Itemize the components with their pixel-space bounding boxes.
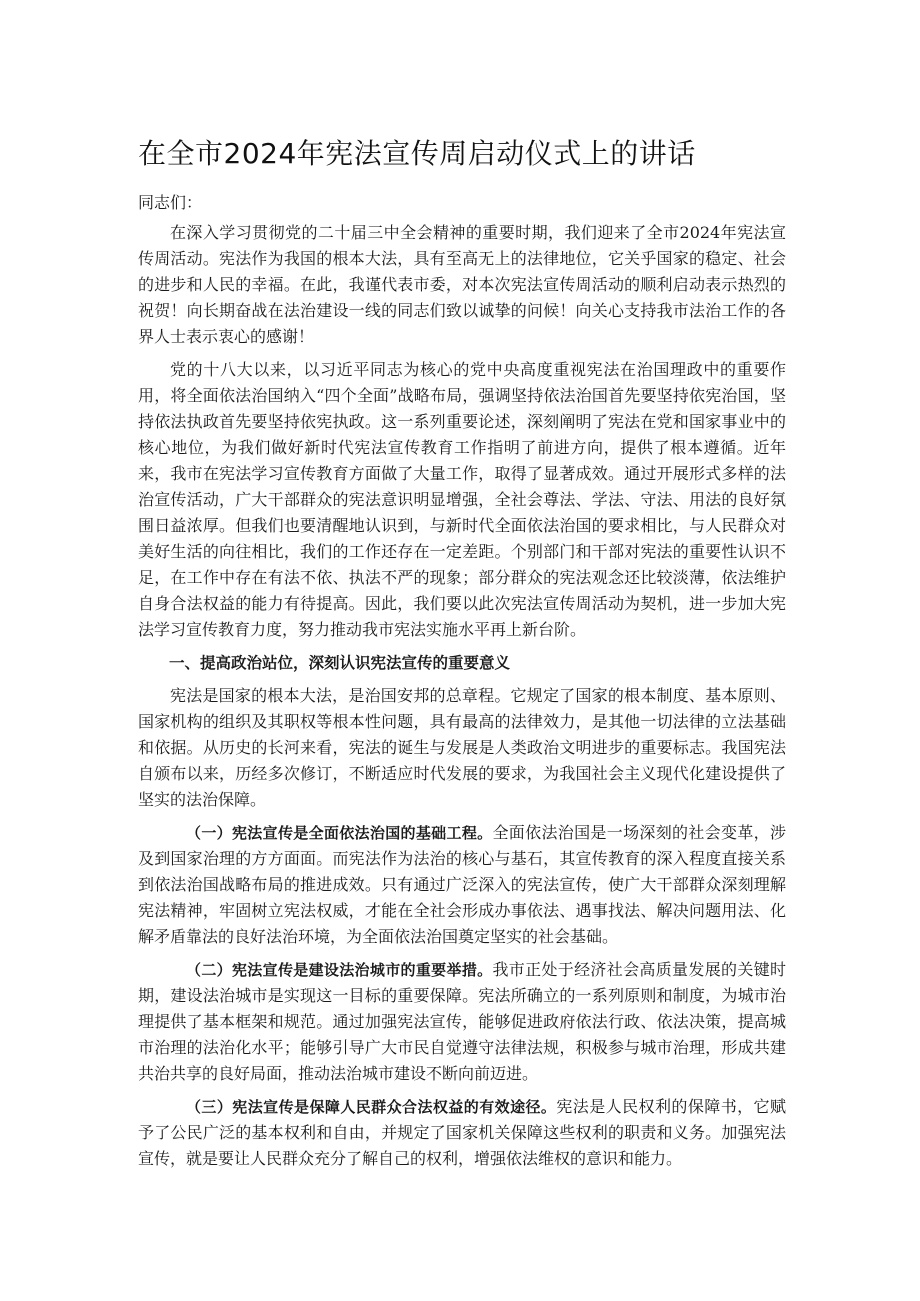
subsection-body-1: 全面依法治国是一场深刻的社会变革，涉及到国家治理的方方面面。而宪法作为法治的核心与基石，其宣传教育的深入程度直接关系到依法治国战略布局的推进成效。只有通过广泛深入的宪法宣传，使广大干部群众深刻理解宪法精神，牢固树立宪法权威，才能在全社会形成办事依法、遇事找法、解决问题用法、化解矛盾靠法的良好法治环境，为全面依法治国奠定坚实的社会基础。	[138, 823, 786, 946]
subsection-body-2: 我市正处于经济社会高质量发展的关键时期，建设法治城市是实现这一目标的重要保障。宪法所确立的一系列原则和制度，为城市治理提供了基本框架和规范。通过加强宪法宣传，能够促进政府依法行政、依法决策，提高城市治理的法治化水平；能够引导广大市民自觉遵守法律法规，积极参与城市治理，形成共建共治共享的良好局面，推动法治城市建设不断向前迈进。	[138, 960, 786, 1083]
subsection-item-2	[138, 957, 786, 1087]
document-page	[138, 134, 786, 1179]
subsection-lead-1: （一）宪法宣传是全面依法治国的基础工程。	[186, 824, 493, 842]
intro-paragraph-2: 党的十八大以来，以习近平同志为核心的党中央高度重视宪法在治国理政中的重要作用，将全面依法治国纳入“四个全面”战略布局，强调坚持依法治国首先要坚持依宪治国，坚持依法执政首先要坚持依宪执政。这一系列重要论述，深刻阐明了宪法在党和国家事业中的核心地位，为我们做好新时代宪法宣传教育工作指明了前进方向，提供了根本遵循。近年来，我市在宪法学习宣传教育方面做了大量工作，取得了显著成效。通过开展形式多样的法治宣传活动，广大干部群众的宪法意识明显增强，全社会尊法、学法、守法、用法的良好氛围日益浓厚。但我们也要清醒地认识到，与新时代全面依法治国的要求相比，与人民群众对美好生活的向往相比，我们的工作还存在一定差距。个别部门和干部对宪法的重要性认识不足，在工作中存在有法不依、执法不严的现象；部分群众的宪法观念还比较淡薄，依法维护自身合法权益的能力有待提高。因此，我们要以此次宪法宣传周活动为契机，进一步加大宪法学习宣传教育力度，努力推动我市宪法实施水平再上新台阶。	[138, 360, 786, 639]
subsection-lead-2: （二）宪法宣传是建设法治城市的重要举措。	[186, 961, 493, 979]
document-title: 在全市2024年宪法宣传周启动仪式上的讲话	[138, 137, 696, 170]
section-paragraph-1: 宪法是国家的根本大法，是治国安邦的总章程。它规定了国家的根本制度、基本原则、国家机构的组织及其职权等根本性问题，具有最高的法律效力，是其他一切法律的立法基础和依据。从历史的长河来看，宪法的诞生与发展是人类政治文明进步的重要标志。我国宪法自颁布以来，历经多次修订，不断适应时代发展的要求，为我国社会主义现代化建设提供了坚实的法治保障。	[138, 686, 786, 809]
subsection-lead-3: （三）宪法宣传是保障人民群众合法权益的有效途径。	[186, 1098, 557, 1116]
salutation: 同志们：	[138, 193, 203, 212]
subsection-item-1	[138, 820, 786, 950]
subsection-item-3	[138, 1094, 786, 1172]
subsection-body-3: 宪法是人民权利的保障书，它赋予了公民广泛的基本权利和自由，并规定了国家机关保障这些权利的职责和义务。加强宪法宣传，就是要让人民群众充分了解自己的权利，增强依法维权的意识和能力。	[138, 1097, 786, 1168]
section-heading-1: 一、提高政治站位，深刻认识宪法宣传的重要意义	[169, 654, 511, 672]
intro-paragraph-1: 在深入学习贯彻党的二十届三中全会精神的重要时期，我们迎来了全市2024年宪法宣传周活动。宪法作为我国的根本大法，具有至高无上的法律地位，它关乎国家的稳定、社会的进步和人民的幸福。在此，我谨代表市委，对本次宪法宣传周活动的顺利启动表示热烈的祝贺！向长期奋战在法治建设一线的同志们致以诚挚的问候！向关心支持我市法治工作的各界人士表示衷心的感谢！	[138, 223, 786, 346]
